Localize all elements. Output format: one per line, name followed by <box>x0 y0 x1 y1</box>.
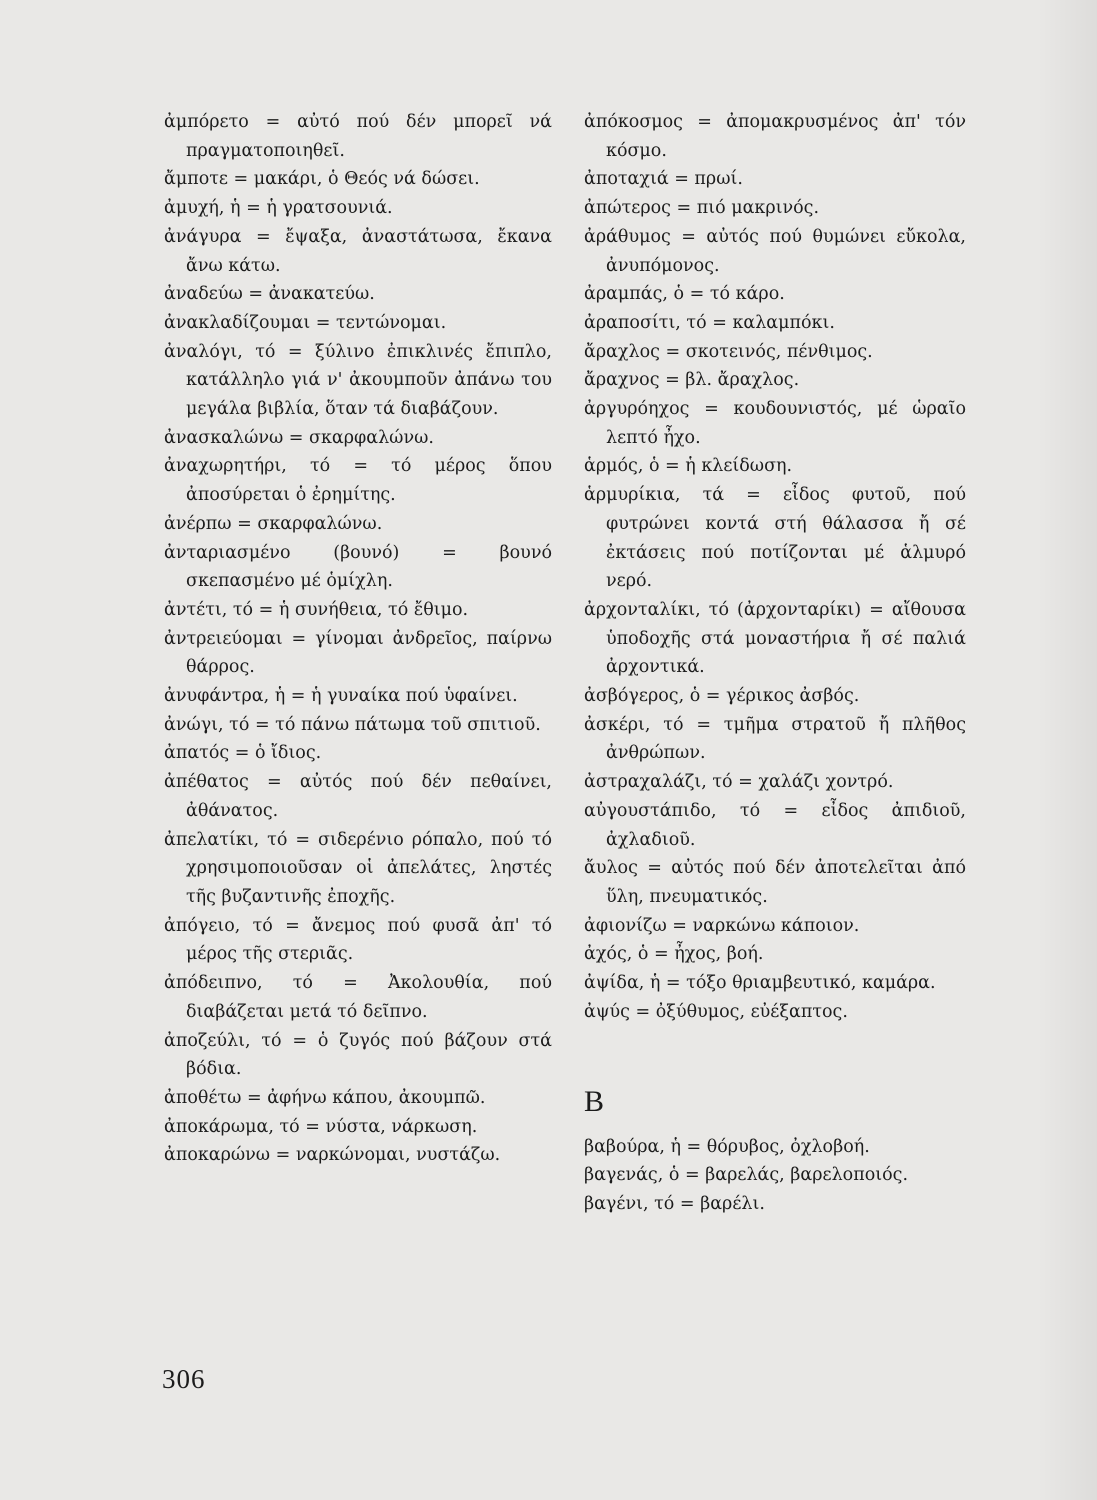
glossary-entry: ἀπέθατος = αὐτός πού δέν πεθαίνει, ἀθάνατος. <box>164 772 552 821</box>
glossary-entry: ἄραχνος = βλ. ἄραχλος. <box>584 370 800 391</box>
glossary-entry: ἀρχονταλίκι, τό (ἀρχονταρίκι) = αἴθουσα ὑποδοχῆς στά μοναστήρια ἤ σέ παλιά ἀρχοντικά. <box>584 599 966 678</box>
glossary-entry: ἄυλος = αὐτός πού δέν ἀποτελεῖται ἀπό ὕλη, πνευματικός. <box>584 858 966 907</box>
glossary-entry: ἀσκέρι, τό = τμῆμα στρατοῦ ἤ πλῆθος ἀνθρώπων. <box>584 714 966 764</box>
glossary-entry: ἁρμυρίκια, τά = εἶδος φυτοῦ, πού φυτρώνει κοντά στή θάλασσα ἤ σέ ἐκτάσεις πού ποτίζονται μέ ἁλμυρό νερό. <box>584 485 966 592</box>
glossary-entry: ἀνταριασμένο (βουνό) = βουνό σκεπασμένο μέ ὁμίχλη. <box>164 542 552 592</box>
page-edge-shadow <box>1037 0 1097 1500</box>
glossary-entry: ἀνακλαδίζουμαι = τεντώνομαι. <box>164 312 447 333</box>
page-number: 306 <box>162 1364 206 1394</box>
glossary-entry: βαβούρα, ἡ = θόρυβος, ὀχλοβοή. <box>584 1136 870 1157</box>
glossary-entry: ἁρμός, ὁ = ἡ κλείδωση. <box>584 456 793 477</box>
glossary-entry: ἄμποτε = μακάρι, ὁ Θεός νά δώσει. <box>164 169 480 190</box>
glossary-entry: ἀνυφάντρα, ἡ = ἡ γυναίκα πού ὑφαίνει. <box>164 686 518 707</box>
glossary-entry: ἀράθυμος = αὐτός πού θυμώνει εὔκολα, ἀνυπόμονος. <box>584 226 966 276</box>
glossary-entry: ἀνώγι, τό = τό πάνω πάτωμα τοῦ σπιτιοῦ. <box>164 714 541 735</box>
glossary-entry: βαγένι, τό = βαρέλι. <box>584 1193 765 1214</box>
glossary-entry: ἀπελατίκι, τό = σιδερένιο ρόπαλο, πού τό χρησιμοποιοῦσαν οἱ ἀπελάτες, ληστές τῆς βυζαντινῆς ἐποχῆς. <box>164 829 552 907</box>
glossary-entry: ἀμυχή, ἡ = ἡ γρατσουνιά. <box>164 198 393 219</box>
glossary-entry: βαγενάς, ὁ = βαρελάς, βαρελοποιός. <box>584 1165 909 1186</box>
glossary-entry: ἄραχλος = σκοτεινός, πένθιμος. <box>584 341 873 362</box>
glossary-entry: ἀχός, ὁ = ἦχος, βοή. <box>584 944 764 965</box>
glossary-entry: ἀσβόγερος, ὁ = γέρικος ἀσβός. <box>584 686 860 707</box>
glossary-entry: ἀπόγειο, τό = ἄνεμος πού φυσᾶ ἀπ' τό μέρος τῆς στεριᾶς. <box>164 915 552 965</box>
glossary-entry: ἀστραχαλάζι, τό = χαλάζι χοντρό. <box>584 772 894 793</box>
glossary-entry: ἀφιονίζω = ναρκώνω κάποιον. <box>584 915 860 936</box>
glossary-entry: ἀψύς = ὀξύθυμος, εὐέξαπτος. <box>584 1001 848 1022</box>
glossary-entry: ἀνάγυρα = ἔψαξα, ἀναστάτωσα, ἔκανα ἄνω κάτω. <box>164 226 552 276</box>
glossary-entry: ἀψίδα, ἡ = τόξο θριαμβευτικό, καμάρα. <box>584 973 936 994</box>
glossary-entry: ἀραποσίτι, τό = καλαμπόκι. <box>584 312 835 333</box>
section-heading: Β <box>584 1084 605 1118</box>
glossary-entry: ἀποκαρώνω = ναρκώνομαι, νυστάζω. <box>164 1145 501 1166</box>
glossary-entry: ἀντέτι, τό = ἡ συνήθεια, τό ἔθιμο. <box>164 599 469 620</box>
glossary-entry: ἀπόκοσμος = ἀπομακρυσμένος ἀπ' τόν κόσμο. <box>584 112 966 161</box>
glossary-entry: ἀντρειεύομαι = γίνομαι ἀνδρεῖος, παίρνω θάρρος. <box>164 628 552 678</box>
glossary-entry: ἀναλόγι, τό = ξύλινο ἐπικλινές ἔπιπλο, κατάλληλο γιά ν' ἀκουμποῦν ἀπάνω του μεγάλα βιβλία, ὅταν τά διαβάζουν. <box>164 341 552 420</box>
glossary-entry: ἀνασκαλώνω = σκαρφαλώνω. <box>164 427 434 448</box>
glossary-entry: ἀπώτερος = πιό μακρινός. <box>584 198 820 219</box>
glossary-entry: ἀμπόρετο = αὐτό πού δέν μπορεῖ νά πραγματοποιηθεῖ. <box>164 112 552 161</box>
glossary-entry: αὐγουστάπιδο, τό = εἶδος ἀπιδιοῦ, ἀχλαδιοῦ. <box>584 800 966 850</box>
glossary-entry: ἀπόδειπνο, τό = Ἀκολουθία, πού διαβάζεται μετά τό δεῖπνο. <box>164 973 552 1022</box>
right-column <box>584 108 966 1219</box>
glossary-entry: ἀνέρπω = σκαρφαλώνω. <box>164 513 383 534</box>
glossary-entry: ἀποταχιά = πρωί. <box>584 169 743 190</box>
glossary-entry: ἀναδεύω = ἀνακατεύω. <box>164 284 375 305</box>
glossary-entry: ἀραμπάς, ὁ = τό κάρο. <box>584 284 785 305</box>
glossary-entry: ἀποκάρωμα, τό = νύστα, νάρκωση. <box>164 1116 478 1137</box>
glossary-entry: ἀποθέτω = ἀφήνω κάπου, ἀκουμπῶ. <box>164 1087 486 1108</box>
glossary-entry: ἀργυρόηχος = κουδουνιστός, μέ ὡραῖο λεπτό ἦχο. <box>584 399 966 448</box>
glossary-entry: ἀναχωρητήρι, τό = τό μέρος ὅπου ἀποσύρεται ὁ ἐρημίτης. <box>164 456 552 506</box>
left-column <box>164 108 552 1170</box>
glossary-entry: ἀποζεύλι, τό = ὁ ζυγός πού βάζουν στά βόδια. <box>164 1030 552 1080</box>
glossary-entry: ἀπατός = ὁ ἴδιος. <box>164 743 322 764</box>
